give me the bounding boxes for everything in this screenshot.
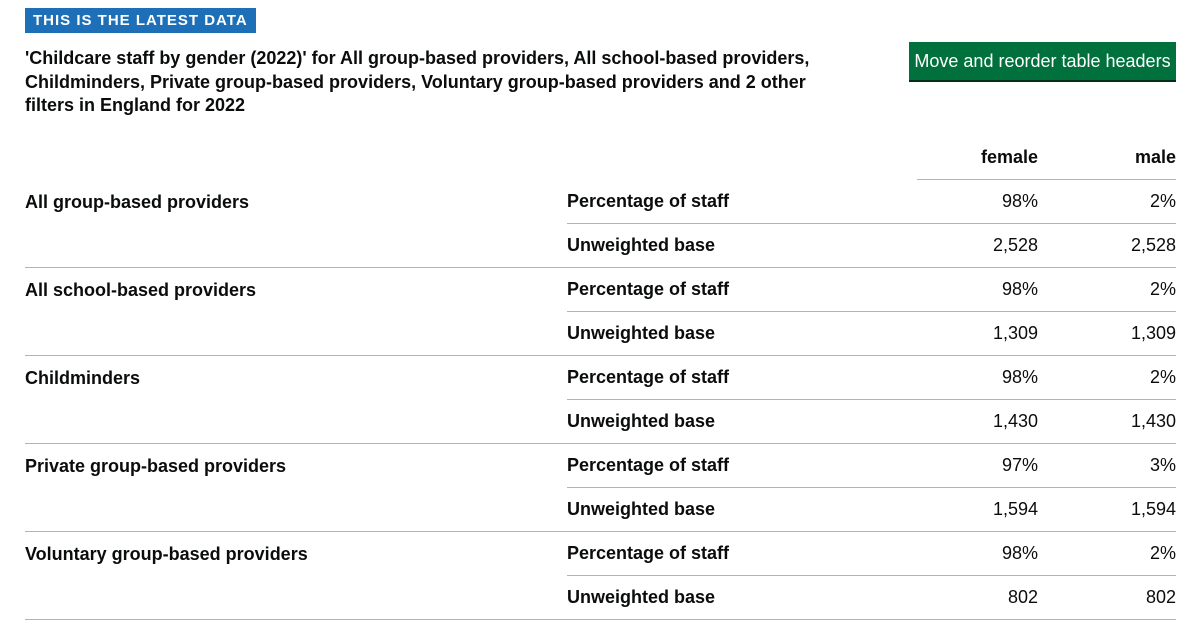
table-row	[25, 444, 1176, 488]
row-group-header: Private group-based providers	[25, 444, 567, 532]
table-row	[25, 268, 1176, 312]
male-value: 2%	[1038, 356, 1176, 400]
table-header	[25, 136, 1176, 180]
female-value: 1,309	[917, 312, 1038, 356]
table-row	[25, 356, 1176, 400]
table-row	[25, 532, 1176, 576]
male-value: 1,594	[1038, 488, 1176, 532]
row-group-header: All school-based providers	[25, 268, 567, 356]
header-empty-cell	[25, 136, 567, 180]
female-value: 2,528	[917, 224, 1038, 268]
header-empty-cell	[567, 136, 917, 180]
row-group-header: All group-based providers	[25, 180, 567, 268]
male-value: 2%	[1038, 180, 1176, 224]
male-value: 2,528	[1038, 224, 1176, 268]
indicator-header: Unweighted base	[567, 576, 917, 620]
male-value: 2%	[1038, 532, 1176, 576]
female-value: 802	[917, 576, 1038, 620]
female-value: 1,594	[917, 488, 1038, 532]
column-header-female: female	[917, 136, 1038, 180]
indicator-header: Unweighted base	[567, 400, 917, 444]
indicator-header: Percentage of staff	[567, 444, 917, 488]
indicator-header: Percentage of staff	[567, 532, 917, 576]
row-group-header: Voluntary group-based providers	[25, 532, 567, 620]
latest-data-tag: THIS IS THE LATEST DATA	[25, 8, 256, 33]
table-body	[25, 180, 1176, 620]
indicator-header: Unweighted base	[567, 224, 917, 268]
indicator-header: Percentage of staff	[567, 268, 917, 312]
male-value: 2%	[1038, 268, 1176, 312]
column-header-male: male	[1038, 136, 1176, 180]
female-value: 97%	[917, 444, 1038, 488]
male-value: 802	[1038, 576, 1176, 620]
male-value: 3%	[1038, 444, 1176, 488]
male-value: 1,430	[1038, 400, 1176, 444]
move-reorder-headers-button[interactable]: Move and reorder table headers	[909, 42, 1176, 80]
female-value: 98%	[917, 268, 1038, 312]
male-value: 1,309	[1038, 312, 1176, 356]
data-table	[25, 136, 1176, 620]
indicator-header: Percentage of staff	[567, 356, 917, 400]
indicator-header: Percentage of staff	[567, 180, 917, 224]
table-row	[25, 180, 1176, 224]
female-value: 98%	[917, 356, 1038, 400]
header-row	[25, 136, 1176, 180]
indicator-header: Unweighted base	[567, 312, 917, 356]
table-caption: 'Childcare staff by gender (2022)' for All group-based providers, All school-based providers, Childminders, Private group-based providers, Voluntary group-based providers and 2 other filters in England for 2022	[25, 48, 810, 115]
female-value: 98%	[917, 180, 1038, 224]
indicator-header: Unweighted base	[567, 488, 917, 532]
row-group-header: Childminders	[25, 356, 567, 444]
female-value: 1,430	[917, 400, 1038, 444]
female-value: 98%	[917, 532, 1038, 576]
